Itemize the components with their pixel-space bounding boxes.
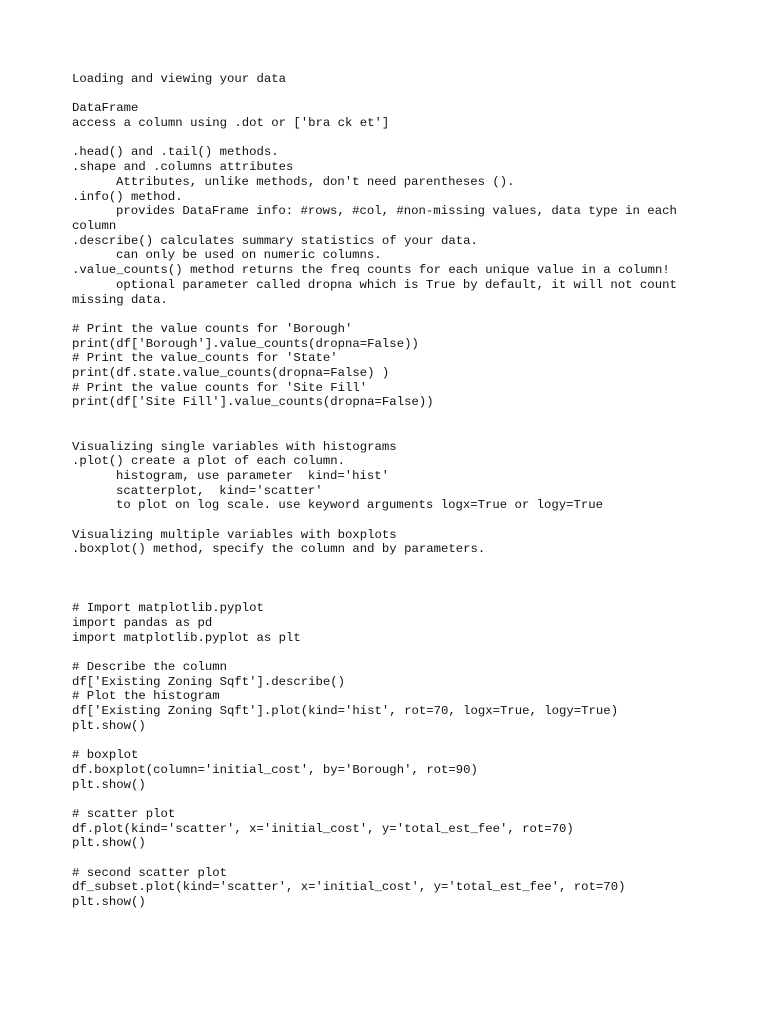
text-line: df['Existing Zoning Sqft'].describe() [72, 674, 346, 689]
blank-line [72, 851, 712, 866]
text-line: plt.show() [72, 895, 146, 910]
text-line: provides DataFrame info: #rows, #col, #non-missing values, data type in each [116, 204, 677, 219]
text-line: histogram, use parameter kind='hist' [116, 468, 390, 483]
blank-line [72, 131, 712, 146]
text-line: .shape and .columns attributes [72, 160, 294, 175]
text-line: plt.show() [72, 718, 146, 733]
blank-line [72, 307, 712, 322]
text-line: import matplotlib.pyplot as plt [72, 630, 301, 645]
text-line: df_subset.plot(kind='scatter', x='initial_cost', y='total_est_fee', rot=70) [72, 880, 626, 895]
text-line: print(df['Borough'].value_counts(dropna=False)) [72, 336, 419, 351]
text-line: print(df.state.value_counts(dropna=False) ) [72, 366, 390, 381]
text-line: can only be used on numeric columns. [116, 248, 382, 263]
blank-line [72, 513, 712, 528]
text-line: to plot on log scale. use keyword arguments logx=True or logy=True [116, 498, 604, 513]
text-line: plt.show() [72, 836, 146, 851]
blank-line [72, 557, 712, 572]
text-line: missing data. [72, 292, 168, 307]
text-line: access a column using .dot or ['bra ck et'] [72, 116, 390, 131]
text-line: import pandas as pd [72, 615, 213, 630]
blank-line [72, 733, 712, 748]
text-line: column [72, 219, 117, 233]
document-body [72, 72, 712, 910]
blank-line [72, 792, 712, 807]
text-line: .info() method. [72, 189, 183, 204]
text-line: .value_counts() method returns the freq counts for each unique value in a column! [72, 263, 670, 278]
blank-line [72, 586, 712, 601]
text-line: # Plot the histogram [72, 689, 220, 704]
text-line: # Describe the column [72, 659, 227, 674]
text-line: .head() and .tail() methods. [72, 145, 279, 160]
text-line: Attributes, unlike methods, don't need parentheses (). [116, 174, 515, 189]
text-line: # boxplot [72, 748, 139, 763]
text-line: .boxplot() method, specify the column and by parameters. [72, 542, 486, 557]
text-line: df.boxplot(column='initial_cost', by='Borough', rot=90) [72, 762, 478, 777]
text-line: df.plot(kind='scatter', x='initial_cost', y='total_est_fee', rot=70) [72, 821, 574, 836]
text-line: .describe() calculates summary statistics of your data. [72, 233, 478, 248]
text-line: Visualizing multiple variables with boxplots [72, 527, 397, 542]
text-line: # Print the value_counts for 'State' [72, 351, 338, 366]
text-line: # Import matplotlib.pyplot [72, 601, 264, 616]
text-line: # Print the value counts for 'Borough' [72, 321, 353, 336]
text-line: df['Existing Zoning Sqft'].plot(kind='hist', rot=70, logx=True, logy=True) [72, 704, 619, 719]
blank-line [72, 87, 712, 102]
text-line: scatterplot, kind='scatter' [116, 483, 323, 498]
blank-line [72, 572, 712, 587]
text-line: # scatter plot [72, 806, 176, 821]
text-line: print(df['Site Fill'].value_counts(dropna=False)) [72, 395, 434, 410]
text-line: optional parameter called dropna which is True by default, it will not count [116, 277, 677, 292]
text-line: Loading and viewing your data [72, 72, 287, 86]
blank-line [72, 410, 712, 425]
text-line: .plot() create a plot of each column. [72, 454, 346, 469]
text-line: plt.show() [72, 777, 146, 792]
blank-line [72, 645, 712, 660]
text-line: Visualizing single variables with histograms [72, 439, 397, 454]
text-line: DataFrame [72, 101, 139, 116]
text-line: # Print the value counts for 'Site Fill' [72, 380, 368, 395]
blank-line [72, 425, 712, 440]
text-line: # second scatter plot [72, 865, 227, 880]
